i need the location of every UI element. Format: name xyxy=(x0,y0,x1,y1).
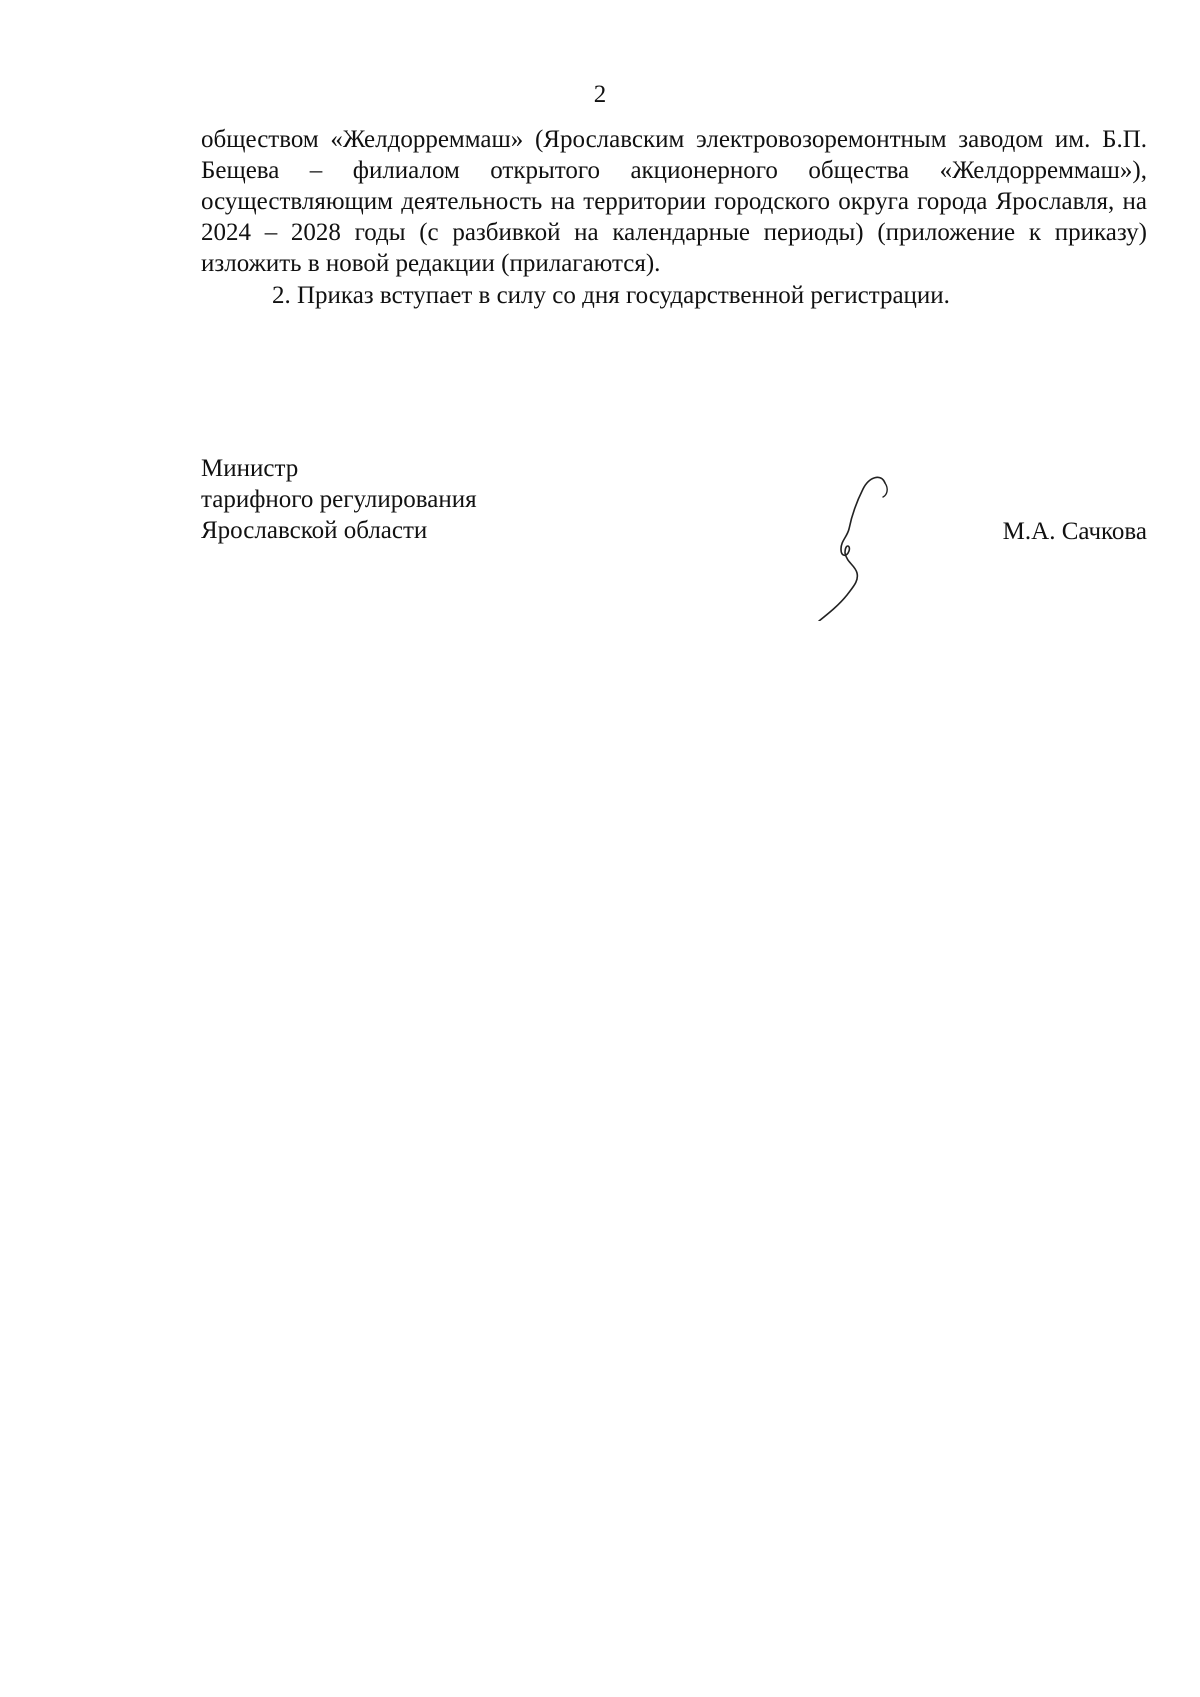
document-body xyxy=(201,124,1147,311)
page-number: 2 xyxy=(593,81,607,108)
signer-position xyxy=(201,453,721,546)
signature-stroke-tail xyxy=(883,483,887,497)
handwritten-signature xyxy=(811,471,901,621)
signer-position-line-1: Министр xyxy=(201,455,299,482)
paragraph-continuation: обществом «Желдорреммаш» (Ярославским электровозоремонтным заводом им. Б.П. Бещева – филиалом открытого акционерного общества «Желдорреммаш»), осуществляющим деятельность на территории городского округа города Ярославля, на 2024 – 2028 годы (с разбивкой на календарные периоды) (приложение к приказу) изложить в новой редакции (прилагаются). xyxy=(201,126,1147,277)
signer-name: М.А. Сачкова xyxy=(1002,518,1147,545)
signature-stroke xyxy=(819,477,885,621)
signer-position-line-2: тарифного регулирования xyxy=(201,486,477,513)
signer-position-line-3: Ярославской области xyxy=(201,517,428,544)
signature-block xyxy=(201,453,1147,633)
paragraph-item-2: 2. Приказ вступает в силу со дня государственной регистрации. xyxy=(272,282,950,309)
